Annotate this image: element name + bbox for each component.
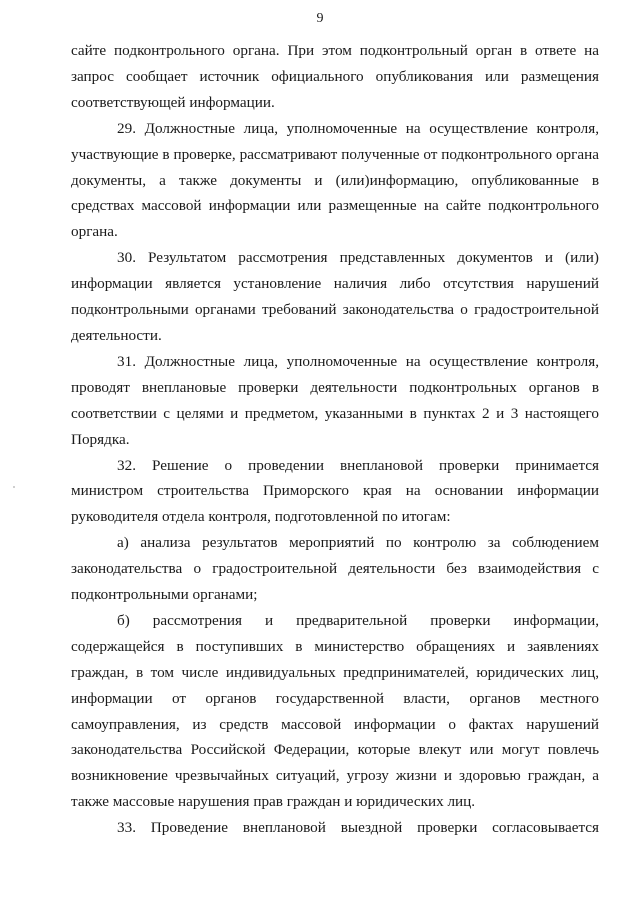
page-number: 9 xyxy=(316,11,324,26)
paragraph-33: 33. Проведение внеплановой выездной проверки согласовывается xyxy=(117,819,599,837)
paragraph-29: 29. Должностные лица, уполномоченные на осуществление контроля, участвующие в проверке, рассматривают полученные от подконтрольного органа документы, а также документы и (или)информацию, опубликованные в средствах массовой информации или размещенные на сайте подконтрольного органа. xyxy=(71,119,599,241)
paragraph-32: 32. Решение о проведении внеплановой проверки принимается министром строительства Приморского края на основании информации руководителя отдела контроля, подготовленной по итогам: xyxy=(71,456,599,526)
paragraph-32-item-b: б) рассмотрения и предварительной проверки информации, содержащейся в поступивших в министерство обращениях и заявлениях граждан, в том числе индивидуальных предпринимателей, юридических лиц, информации от органов государственной власти, органов местного самоуправления, из средств массовой информации о фактах нарушений законодательства Российской Федерации, которые влекут или могут повлечь возникновение чрезвычайных ситуаций, угрозу жизни и здоровью граждан, а также массовые нарушения прав граждан и юридических лиц. xyxy=(71,611,599,811)
document-body xyxy=(71,38,599,841)
paragraph-31: 31. Должностные лица, уполномоченные на осуществление контроля, проводят внеплановые проверки деятельности подконтрольных органов в соответствии с целями и предметом, указанными в пунктах 2 и 3 настоящего Порядка. xyxy=(71,352,599,448)
paragraph-32-item-a: а) анализа результатов мероприятий по контролю за соблюдением законодательства о градостроительной деятельности без взаимодействия с подконтрольными органами; xyxy=(71,534,599,604)
paragraph-30: 30. Результатом рассмотрения представленных документов и (или) информации является установление наличия либо отсутствия нарушений подконтрольными органами требований законодательства о градостроительной деятельности. xyxy=(71,249,599,344)
scan-speck xyxy=(13,486,15,488)
paragraph-continuation: сайте подконтрольного органа. При этом подконтрольный орган в ответе на запрос сообщает источник официального опубликования или размещения соответствующей информации. xyxy=(71,42,599,111)
